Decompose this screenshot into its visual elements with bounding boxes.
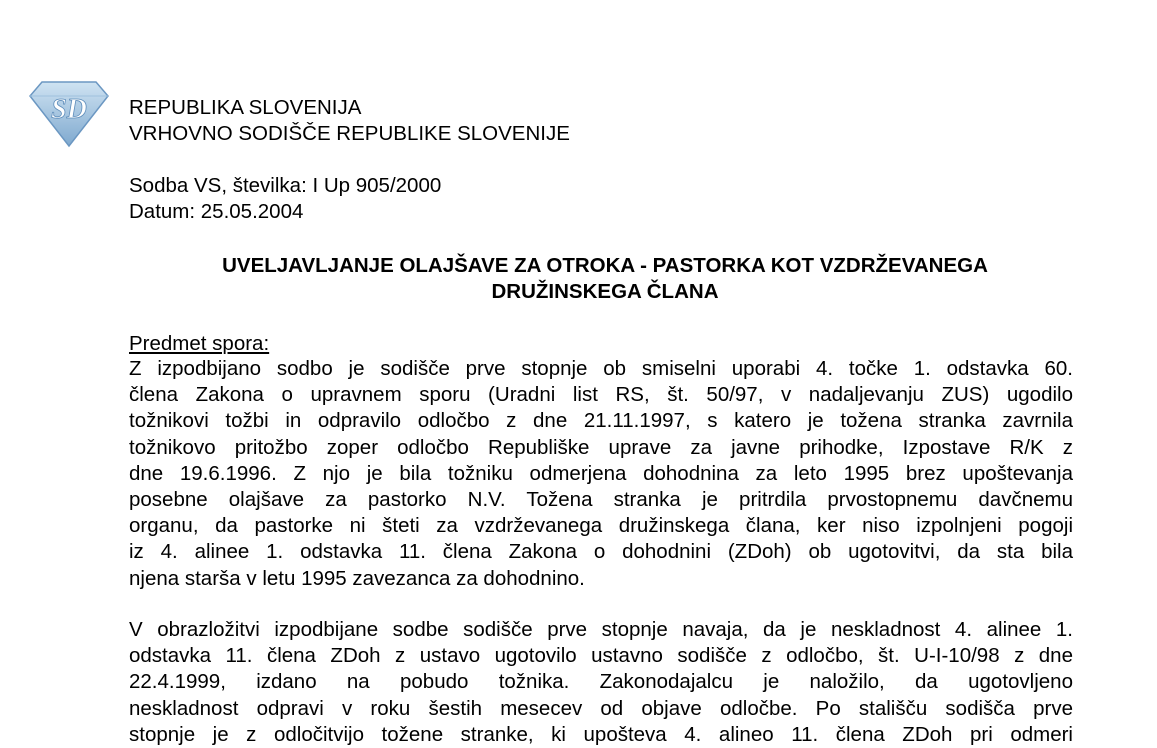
document-header [129, 95, 570, 147]
text-line: stopnje je z odločitvijo tožene stranke, ki upošteva 4. alineo 11. člena ZDoh pri odmeri [129, 722, 1073, 746]
text-line: 22.4.1999, izdano na pobudo tožnika. Zakonodajalcu je naložilo, da ugotovljeno [129, 670, 1073, 694]
text-line: njena starša v letu 1995 zavezanca za dohodnino. [129, 566, 585, 590]
text-line: posebne olajšave za pastorko N.V. Tožena stranka je pritrdila prvostopnemu davčnemu [129, 488, 1073, 512]
paragraph-1 [129, 356, 1073, 592]
section-heading: Predmet spora: [129, 332, 270, 355]
document-title [120, 253, 1090, 305]
logo-text: SD [51, 94, 87, 125]
document-meta [129, 173, 441, 225]
court-logo-icon [28, 78, 110, 148]
text-line: člena Zakona o upravnem sporu (Uradni list RS, št. 50/97, v nadaljevanju ZUS) ugodilo [129, 383, 1073, 407]
paragraph-2 [129, 617, 1073, 748]
text-line: iz 4. alinee 1. odstavka 11. člena Zakona o dohodnini (ZDoh) ob ugotovitvi, da sta bila [129, 540, 1073, 564]
text-line: tožnikovo pritožbo zoper odločbo Republiške uprave za javne prihodke, Izpostave R/K z [129, 435, 1073, 459]
text-line: dne 19.6.1996. Z njo je bila tožniku odmerjena dohodnina za leto 1995 brez upoštevanja [129, 461, 1073, 485]
header-country: REPUBLIKA SLOVENIJA [129, 96, 362, 119]
text-line: odstavka 11. člena ZDoh z ustavo ugotovilo ustavno sodišče z odločbo, št. U-I-10/98 z dne [129, 644, 1073, 668]
text-line: Z izpodbijano sodbo je sodišče prve stopnje ob smiselni uporabi 4. točke 1. odstavka 60. [129, 357, 1073, 380]
title-line-2: DRUŽINSKEGA ČLANA [491, 280, 719, 303]
text-line: tožnikovi tožbi in odpravilo odločbo z dne 21.11.1997, s katero je tožena stranka zavrnila [129, 409, 1073, 433]
header-court: VRHOVNO SODIŠČE REPUBLIKE SLOVENIJE [129, 122, 570, 145]
title-line-1: UVELJAVLJANJE OLAJŠAVE ZA OTROKA - PASTORKA KOT VZDRŽEVANEGA [222, 254, 988, 277]
text-line: V obrazložitvi izpodbijane sodbe sodišče prve stopnje navaja, da je neskladnost 4. alinee 1. [129, 618, 1073, 641]
case-number: Sodba VS, številka: I Up 905/2000 [129, 174, 442, 197]
case-date: Datum: 25.05.2004 [129, 200, 304, 223]
text-line: organu, da pastorke ni šteti za vzdrževanega družinskega člana, ker niso izpolnjeni pogoji [129, 514, 1073, 538]
text-line: neskladnost odpravi v roku šestih mesecev od objave odločbe. Po stališču sodišča prve [129, 696, 1073, 720]
